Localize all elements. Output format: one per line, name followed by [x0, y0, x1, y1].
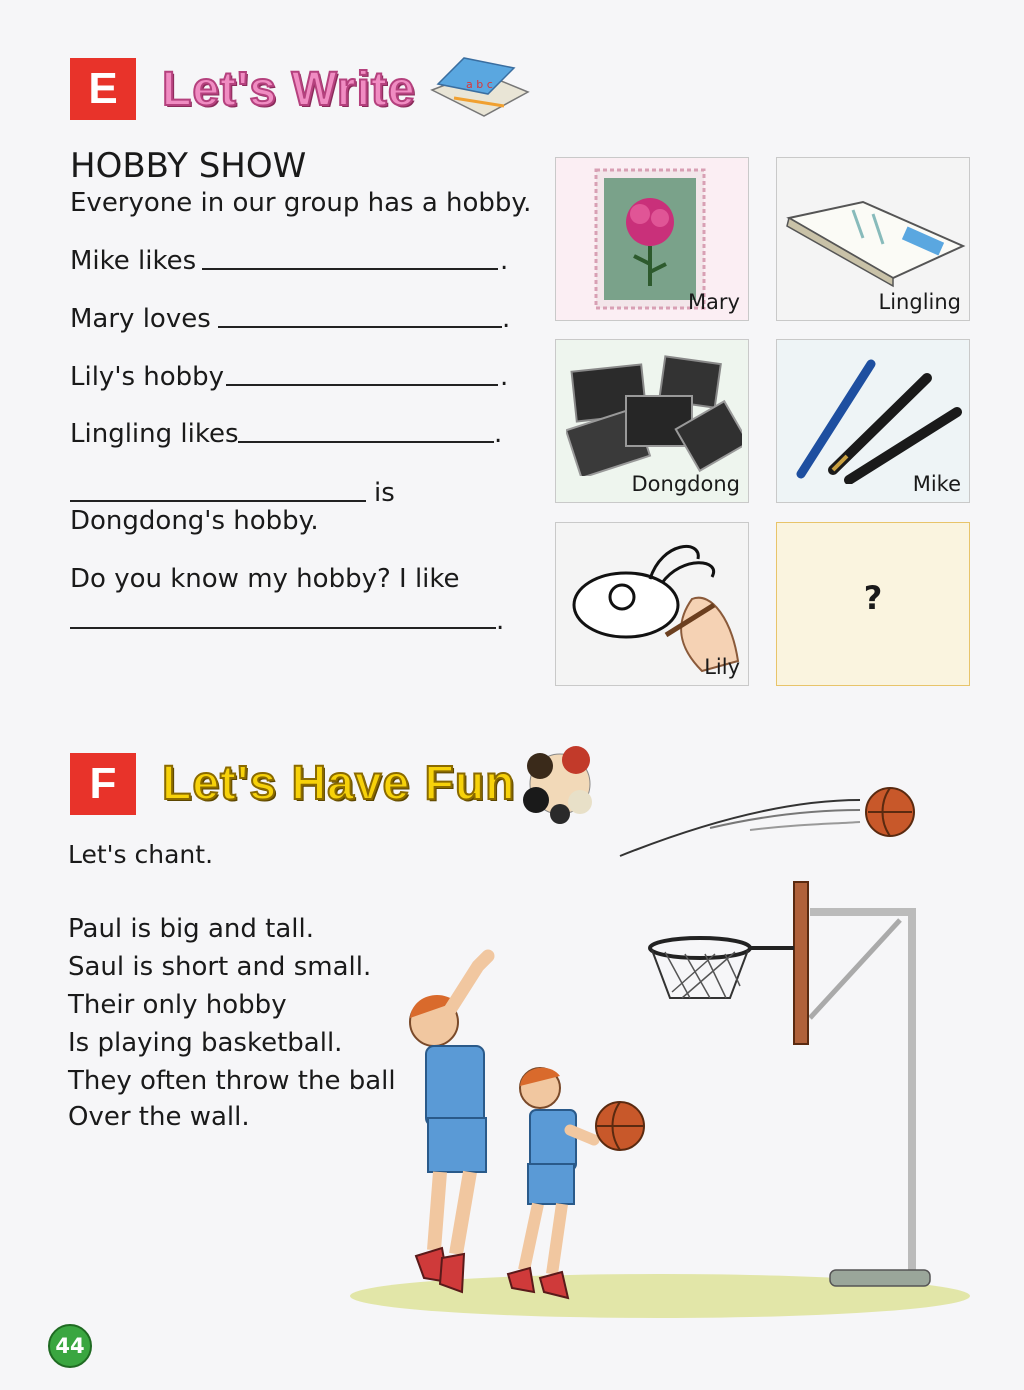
chant-line: Is playing basketball.	[68, 1028, 343, 1058]
card-dongdong-photos	[555, 339, 749, 503]
line-mary-period: .	[502, 304, 511, 334]
answer-blank-lily[interactable]	[226, 384, 498, 386]
pens-icon	[787, 354, 963, 484]
card-label-mary: Mary	[687, 290, 740, 314]
intro-text: Everyone in our group has a hobby.	[70, 188, 532, 218]
answer-blank-lingling[interactable]	[238, 441, 494, 443]
line-lily-period: .	[500, 362, 509, 392]
card-label-lily: Lily	[704, 655, 740, 679]
line-lingling-period: .	[494, 419, 503, 449]
basketball-scene-illustration	[330, 770, 970, 1330]
chant-line: Saul is short and small.	[68, 952, 372, 982]
line-my-hobby-period: .	[496, 606, 505, 636]
svg-text:a b c: a b c	[466, 78, 493, 91]
line-my-hobby-text: Do you know my hobby? I like	[70, 564, 460, 594]
section-f-title: Let's Have Fun	[162, 757, 516, 810]
stamp-icon	[594, 168, 706, 310]
hobby-show-heading: HOBBY SHOW	[70, 146, 307, 186]
card-label-dongdong: Dongdong	[631, 472, 740, 496]
card-question	[776, 522, 970, 686]
line-mike-prefix: Mike likes	[70, 246, 197, 276]
line-mary-prefix: Mary loves	[70, 304, 211, 334]
answer-blank-mary[interactable]	[218, 326, 502, 328]
answer-blank-dongdong[interactable]	[70, 500, 366, 502]
section-f-badge: F	[70, 753, 136, 815]
book-icon	[783, 198, 967, 288]
card-mary-stamp	[555, 157, 749, 321]
photos-icon	[566, 352, 742, 476]
section-e-badge: E	[70, 58, 136, 120]
chant-line: Over the wall.	[68, 1102, 250, 1132]
open-book-icon	[424, 50, 534, 124]
line-lingling-prefix: Lingling likes	[70, 419, 239, 449]
line-lily-prefix: Lily's hobby	[70, 362, 225, 392]
card-lingling-book	[776, 157, 970, 321]
section-e-title: Let's Write	[162, 63, 416, 116]
answer-blank-mike[interactable]	[202, 268, 498, 270]
question-mark: ?	[863, 579, 883, 617]
card-label-lingling: Lingling	[878, 290, 961, 314]
line-dongdong-text: Dongdong's hobby.	[70, 506, 319, 536]
chant-line: Paul is big and tall.	[68, 914, 314, 944]
line-mike-period: .	[500, 246, 509, 276]
chant-line: Their only hobby	[68, 990, 287, 1020]
chant-instruction: Let's chant.	[68, 840, 214, 869]
card-label-mike: Mike	[912, 472, 961, 496]
chant-line: They often throw the ball	[68, 1066, 396, 1096]
line-dongdong-is: is	[374, 478, 395, 508]
card-mike-pens	[776, 339, 970, 503]
answer-blank-my-hobby[interactable]	[70, 627, 496, 629]
card-lily-drawing	[555, 522, 749, 686]
page-number-badge: 44	[48, 1324, 92, 1368]
